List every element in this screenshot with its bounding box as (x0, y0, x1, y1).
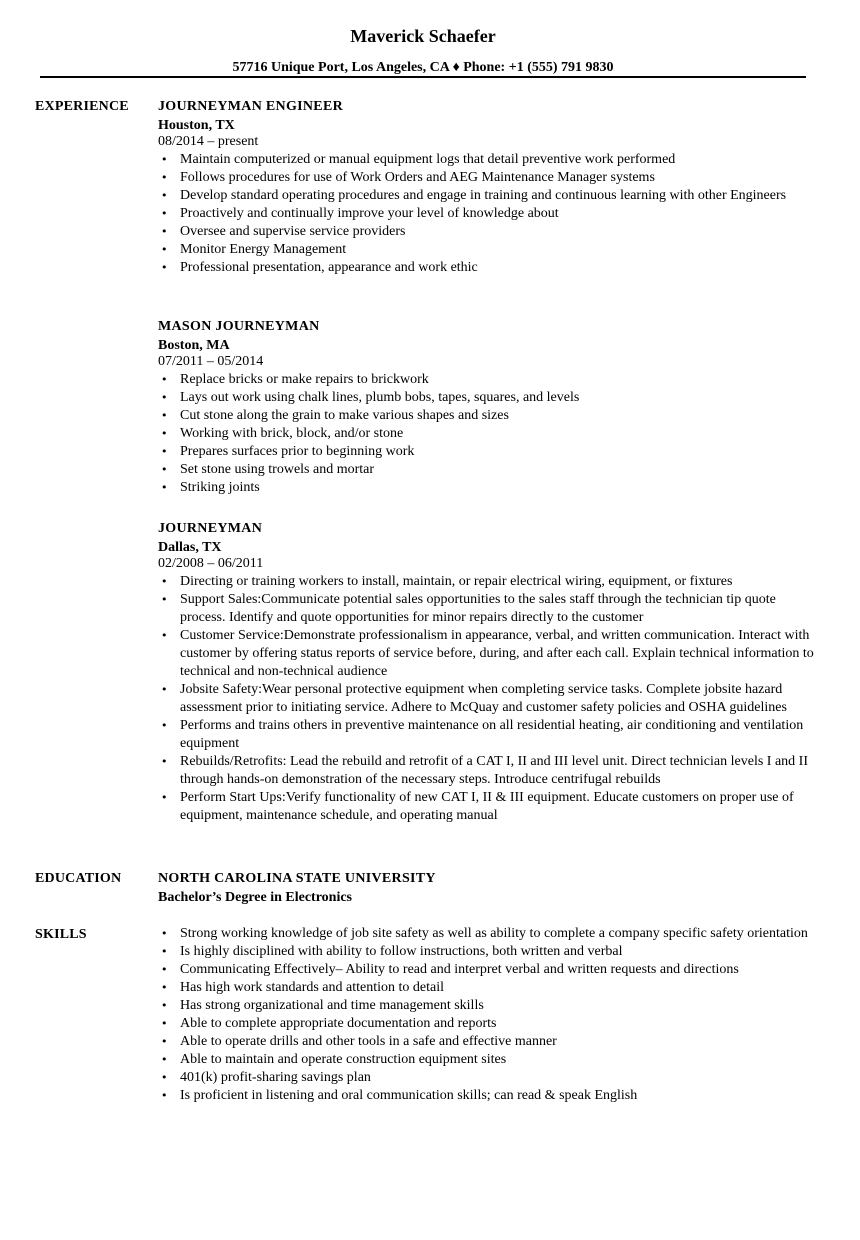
section-label-education: EDUCATION (35, 871, 122, 886)
skill-item: • Able to complete appropriate documentation and reports (180, 1015, 818, 1033)
bullet-item: • Proactively and continually improve your level of knowledge about (180, 205, 818, 223)
bullet-item: • Perform Start Ups:Verify functionality of new CAT I, II & III equipment. Educate customers on proper use of equipment, maintenance schedule, and operating manual (180, 789, 818, 825)
bullet-item: • Performs and trains others in preventive maintenance on all residential heating, air conditioning and ventilation equipment (180, 717, 818, 753)
job-title: JOURNEYMAN (158, 521, 263, 536)
skill-bullets (158, 925, 818, 1105)
job-entry (158, 520, 818, 825)
skills-list (158, 925, 818, 1105)
bullet-item: • Customer Service:Demonstrate professionalism in appearance, verbal, and written communication. Interact with customer by offering status reports of service before, during, and after each call. Explain technical information to technical and non-technical audience (180, 627, 818, 681)
degree: Bachelor’s Degree in Electronics (158, 890, 353, 905)
job-entry (158, 318, 818, 497)
bullet-item: • Prepares surfaces prior to beginning work (180, 443, 818, 461)
skill-item: • Is proficient in listening and oral communication skills; can read & speak English (180, 1087, 818, 1105)
bullet-item: • Striking joints (180, 479, 818, 497)
job-location: Boston, MA (158, 338, 230, 353)
bullet-item: • Follows procedures for use of Work Orders and AEG Maintenance Manager systems (180, 169, 818, 187)
bullet-item: • Develop standard operating procedures and engage in training and continuous learning with other Engineers (180, 187, 818, 205)
skill-item: • Has high work standards and attention to detail (180, 979, 818, 997)
education-entry (158, 870, 818, 906)
skill-item: • Strong working knowledge of job site safety as well as ability to complete a company specific safety orientation (180, 925, 818, 943)
section-label-skills: SKILLS (35, 927, 87, 942)
bullet-item: • Professional presentation, appearance and work ethic (180, 259, 818, 277)
job-location: Dallas, TX (158, 540, 222, 555)
bullet-item: • Replace bricks or make repairs to brickwork (180, 371, 818, 389)
bullet-item: • Lays out work using chalk lines, plumb bobs, tapes, squares, and levels (180, 389, 818, 407)
job-title: MASON JOURNEYMAN (158, 319, 320, 334)
job-bullets (158, 573, 818, 825)
skill-item: • 401(k) profit-sharing savings plan (180, 1069, 818, 1087)
job-title: JOURNEYMAN ENGINEER (158, 99, 343, 114)
bullet-item: • Set stone using trowels and mortar (180, 461, 818, 479)
job-dates: 07/2011 – 05/2014 (158, 354, 264, 369)
skill-item: • Has strong organizational and time management skills (180, 997, 818, 1015)
candidate-name: Maverick Schaefer (350, 26, 496, 46)
bullet-item: • Jobsite Safety:Wear personal protective equipment when completing service tasks. Complete jobsite hazard assessment prior to initiating service. Adhere to McQuay and customer safety policies and OSHA guidelines (180, 681, 818, 717)
bullet-item: • Directing or training workers to install, maintain, or repair electrical wiring, equipment, or fixtures (180, 573, 818, 591)
job-dates: 02/2008 – 06/2011 (158, 556, 264, 571)
bullet-item: • Rebuilds/Retrofits: Lead the rebuild and retrofit of a CAT I, II and III level unit. Direct technician levels I and II through hands-on demonstration of the necessary steps. Introduce centrifugal rebuilds (180, 753, 818, 789)
skill-item: • Able to maintain and operate construction equipment sites (180, 1051, 818, 1069)
bullet-item: • Cut stone along the grain to make various shapes and sizes (180, 407, 818, 425)
bullet-item: • Monitor Energy Management (180, 241, 818, 259)
skill-item: • Communicating Effectively– Ability to read and interpret verbal and written requests and directions (180, 961, 818, 979)
contact-line: 57716 Unique Port, Los Angeles, CA ♦ Phone: +1 (555) 791 9830 (232, 60, 614, 75)
skill-item: • Is highly disciplined with ability to follow instructions, both written and verbal (180, 943, 818, 961)
job-location: Houston, TX (158, 118, 235, 133)
header-divider (40, 76, 806, 78)
school-name: NORTH CAROLINA STATE UNIVERSITY (158, 871, 436, 886)
bullet-item: • Maintain computerized or manual equipment logs that detail preventive work performed (180, 151, 818, 169)
section-label-experience: EXPERIENCE (35, 99, 129, 114)
bullet-item: • Oversee and supervise service providers (180, 223, 818, 241)
job-bullets (158, 371, 818, 497)
job-bullets (158, 151, 818, 277)
job-dates: 08/2014 – present (158, 134, 259, 149)
bullet-item: • Working with brick, block, and/or stone (180, 425, 818, 443)
bullet-item: • Support Sales:Communicate potential sales opportunities to the sales staff through the technician tip quote process. Identify and quote opportunities for minor repairs directly to the customer (180, 591, 818, 627)
skill-item: • Able to operate drills and other tools in a safe and effective manner (180, 1033, 818, 1051)
job-entry (158, 98, 818, 277)
